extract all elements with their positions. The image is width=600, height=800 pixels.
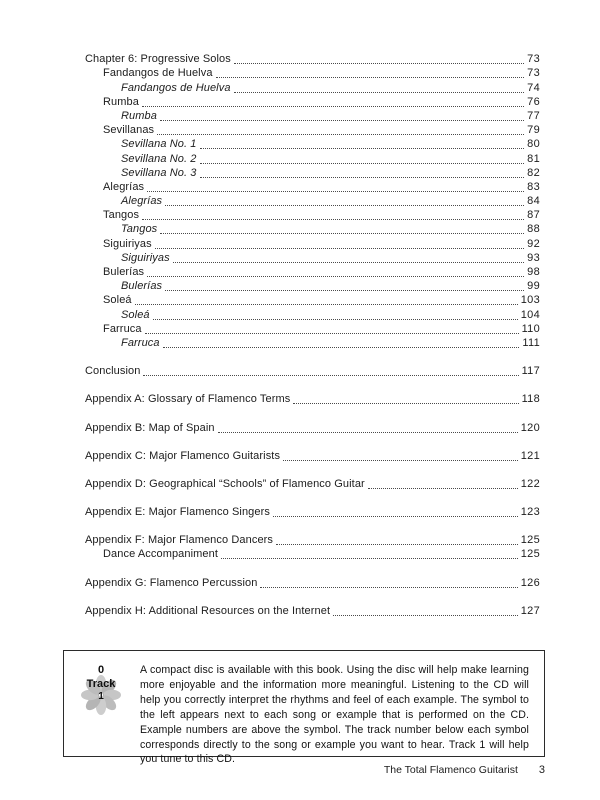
toc-entry-page: 74	[527, 81, 540, 94]
dot-leader	[234, 92, 525, 93]
dot-leader	[163, 347, 520, 348]
toc-entry-page: 88	[527, 223, 540, 236]
dot-leader	[333, 615, 518, 616]
toc-entry-label: Fandangos de Huelva	[121, 81, 231, 94]
toc-entry-page: 77	[527, 109, 540, 122]
toc-entry	[85, 533, 540, 547]
toc-entry-page: 81	[527, 152, 540, 165]
dot-leader	[155, 248, 524, 249]
toc-entry-page: 126	[520, 576, 540, 589]
toc-entry-page: 82	[527, 166, 540, 179]
toc-entry-label: Rumba	[103, 95, 139, 108]
toc-entry-page: 98	[527, 266, 540, 278]
toc-entry-label: Appendix B: Map of Spain	[85, 421, 215, 434]
cd-example-number: 0	[97, 664, 105, 676]
cd-track-word: Track	[86, 678, 116, 690]
toc-entry-page: 73	[527, 53, 540, 66]
footer-page-number: 3	[538, 764, 545, 776]
dot-leader	[200, 163, 525, 164]
cd-track-marker	[64, 651, 138, 756]
toc-entry-label: Soleá	[121, 308, 150, 321]
footer-book-title: The Total Flamenco Guitarist	[383, 764, 518, 776]
toc-entry-label: Dance Accompaniment	[103, 548, 219, 561]
toc-entry-page: 93	[527, 251, 540, 264]
cd-note-box	[63, 650, 545, 766]
toc-entry-label: Appendix G: Flamenco Percussion	[85, 576, 258, 589]
toc-entry	[85, 322, 540, 336]
toc-entry	[85, 180, 540, 194]
toc-entry-label: Appendix E: Major Flamenco Singers	[85, 506, 270, 519]
toc-entry	[85, 251, 540, 265]
toc-entry-page: 122	[520, 477, 540, 490]
toc-entry-page: 120	[520, 421, 540, 434]
page-footer	[384, 764, 545, 776]
toc-entry-label: Bulerías	[103, 266, 145, 278]
toc-entry-label: Tangos	[103, 209, 140, 222]
toc-entry-page: 76	[527, 95, 540, 108]
toc-entry	[85, 236, 540, 250]
toc-entry-page: 125	[520, 534, 540, 547]
toc-entry	[85, 279, 540, 293]
toc-entry-page: 121	[520, 449, 540, 462]
toc-entry-page: 127	[520, 604, 540, 617]
toc-entry	[85, 604, 540, 618]
toc-entry-page: 73	[527, 67, 540, 80]
toc-entry-label: Bulerías	[121, 280, 163, 293]
toc-entry	[85, 307, 540, 321]
toc-entry-label: Farruca	[103, 322, 142, 335]
dot-leader	[165, 290, 524, 291]
dot-leader	[276, 544, 518, 545]
toc-entry	[85, 477, 540, 491]
dot-leader	[165, 205, 524, 206]
toc-entry	[85, 66, 540, 80]
dot-leader	[147, 191, 524, 192]
toc-entry-page: 117	[521, 365, 540, 378]
toc-entry	[85, 123, 540, 137]
toc-entry	[85, 151, 540, 165]
toc-entry	[85, 80, 540, 94]
toc-entry	[85, 95, 540, 109]
toc-entry	[85, 265, 540, 279]
toc-entry	[85, 208, 540, 222]
toc-entry	[85, 547, 540, 561]
dot-leader	[142, 219, 524, 220]
dot-leader	[173, 262, 524, 263]
dot-leader	[260, 587, 517, 588]
toc-entry-label: Tangos	[121, 223, 158, 236]
cd-track-number: 1	[98, 691, 104, 702]
dot-leader	[157, 134, 524, 135]
toc-entry-label: Sevillanas	[103, 124, 155, 137]
toc-entry	[85, 336, 540, 350]
cd-note-text: A compact disc is available with this book. Using the disc will help make learning more enjoyable and the information more meaningful. Listening to the CD will help you correctly interpret the rhythms and feel of each example. The symbol to the left appears next to each song or example that is performed on the CD. Example numbers are above the symbol. The track number below each symbol corresponds directly to the song or example you want to hear. Track 1 will help you tune to this CD.	[140, 664, 529, 766]
dot-leader	[234, 63, 524, 64]
toc-entry-page: 84	[527, 195, 540, 208]
dot-leader	[216, 77, 525, 78]
dot-leader	[135, 304, 518, 305]
dot-leader	[200, 177, 525, 178]
toc-entry-label: Alegrías	[121, 195, 163, 208]
toc-entry-label: Sevillana No. 3	[121, 166, 197, 179]
toc-entry-label: Chapter 6: Progressive Solos	[85, 53, 231, 66]
toc-entry-page: 83	[527, 180, 540, 193]
toc-entry	[85, 575, 540, 589]
toc-entry-label: Alegrías	[103, 180, 145, 193]
toc-entry-label: Soleá	[103, 294, 132, 307]
toc-entry	[85, 52, 540, 66]
dot-leader	[200, 148, 525, 149]
toc-entry-label: Appendix F: Major Flamenco Dancers	[85, 534, 274, 547]
toc-entry	[85, 222, 540, 236]
toc-entry-label: Appendix D: Geographical “Schools” of Flamenco Guitar	[85, 477, 365, 490]
dot-leader	[153, 319, 518, 320]
toc-entry-label: Siguiriyas	[121, 251, 170, 264]
toc-list	[85, 52, 540, 618]
dot-leader	[147, 276, 524, 277]
dot-leader	[218, 432, 518, 433]
toc-entry-label: Fandangos de Huelva	[103, 67, 213, 80]
dot-leader	[160, 233, 524, 234]
toc-entry-label: Siguiriyas	[103, 237, 152, 250]
toc-entry-page: 123	[520, 506, 540, 519]
dot-leader	[368, 488, 518, 489]
toc-entry	[85, 392, 540, 406]
toc-entry-page: 110	[521, 322, 540, 335]
dot-leader	[142, 106, 524, 107]
toc-entry-label: Conclusion	[85, 365, 141, 378]
toc-entry-label: Sevillana No. 1	[121, 138, 197, 151]
toc-entry-page: 87	[527, 209, 540, 222]
toc-entry	[85, 505, 540, 519]
toc-entry-page: 80	[527, 138, 540, 151]
toc-entry	[85, 137, 540, 151]
toc-entry-label: Rumba	[121, 109, 157, 122]
dot-leader	[293, 403, 518, 404]
toc-entry	[85, 109, 540, 123]
toc-entry-page: 103	[520, 294, 540, 307]
toc-entry-label: Appendix C: Major Flamenco Guitarists	[85, 449, 281, 462]
dot-leader	[283, 460, 518, 461]
toc-entry-page: 111	[522, 336, 540, 349]
toc-entry-page: 79	[527, 124, 540, 137]
toc-entry-page: 125	[520, 548, 540, 561]
toc-entry	[85, 364, 540, 378]
toc-entry-page: 104	[520, 308, 540, 321]
toc-entry	[85, 420, 540, 434]
dot-leader	[221, 558, 518, 559]
dot-leader	[143, 375, 518, 376]
dot-leader	[160, 120, 524, 121]
toc-entry	[85, 449, 540, 463]
dot-leader	[145, 333, 519, 334]
toc-entry	[85, 166, 540, 180]
toc-entry-page: 99	[527, 280, 540, 293]
toc-entry-label: Sevillana No. 2	[121, 152, 197, 165]
toc-entry	[85, 293, 540, 307]
toc-entry-label: Appendix H: Additional Resources on the Internet	[85, 604, 331, 617]
dot-leader	[273, 516, 518, 517]
toc-entry	[85, 194, 540, 208]
toc-entry-label: Farruca	[121, 336, 160, 349]
toc-entry-page: 118	[521, 393, 540, 406]
toc-entry-label: Appendix A: Glossary of Flamenco Terms	[85, 393, 291, 406]
toc-entry-page: 92	[527, 237, 540, 250]
